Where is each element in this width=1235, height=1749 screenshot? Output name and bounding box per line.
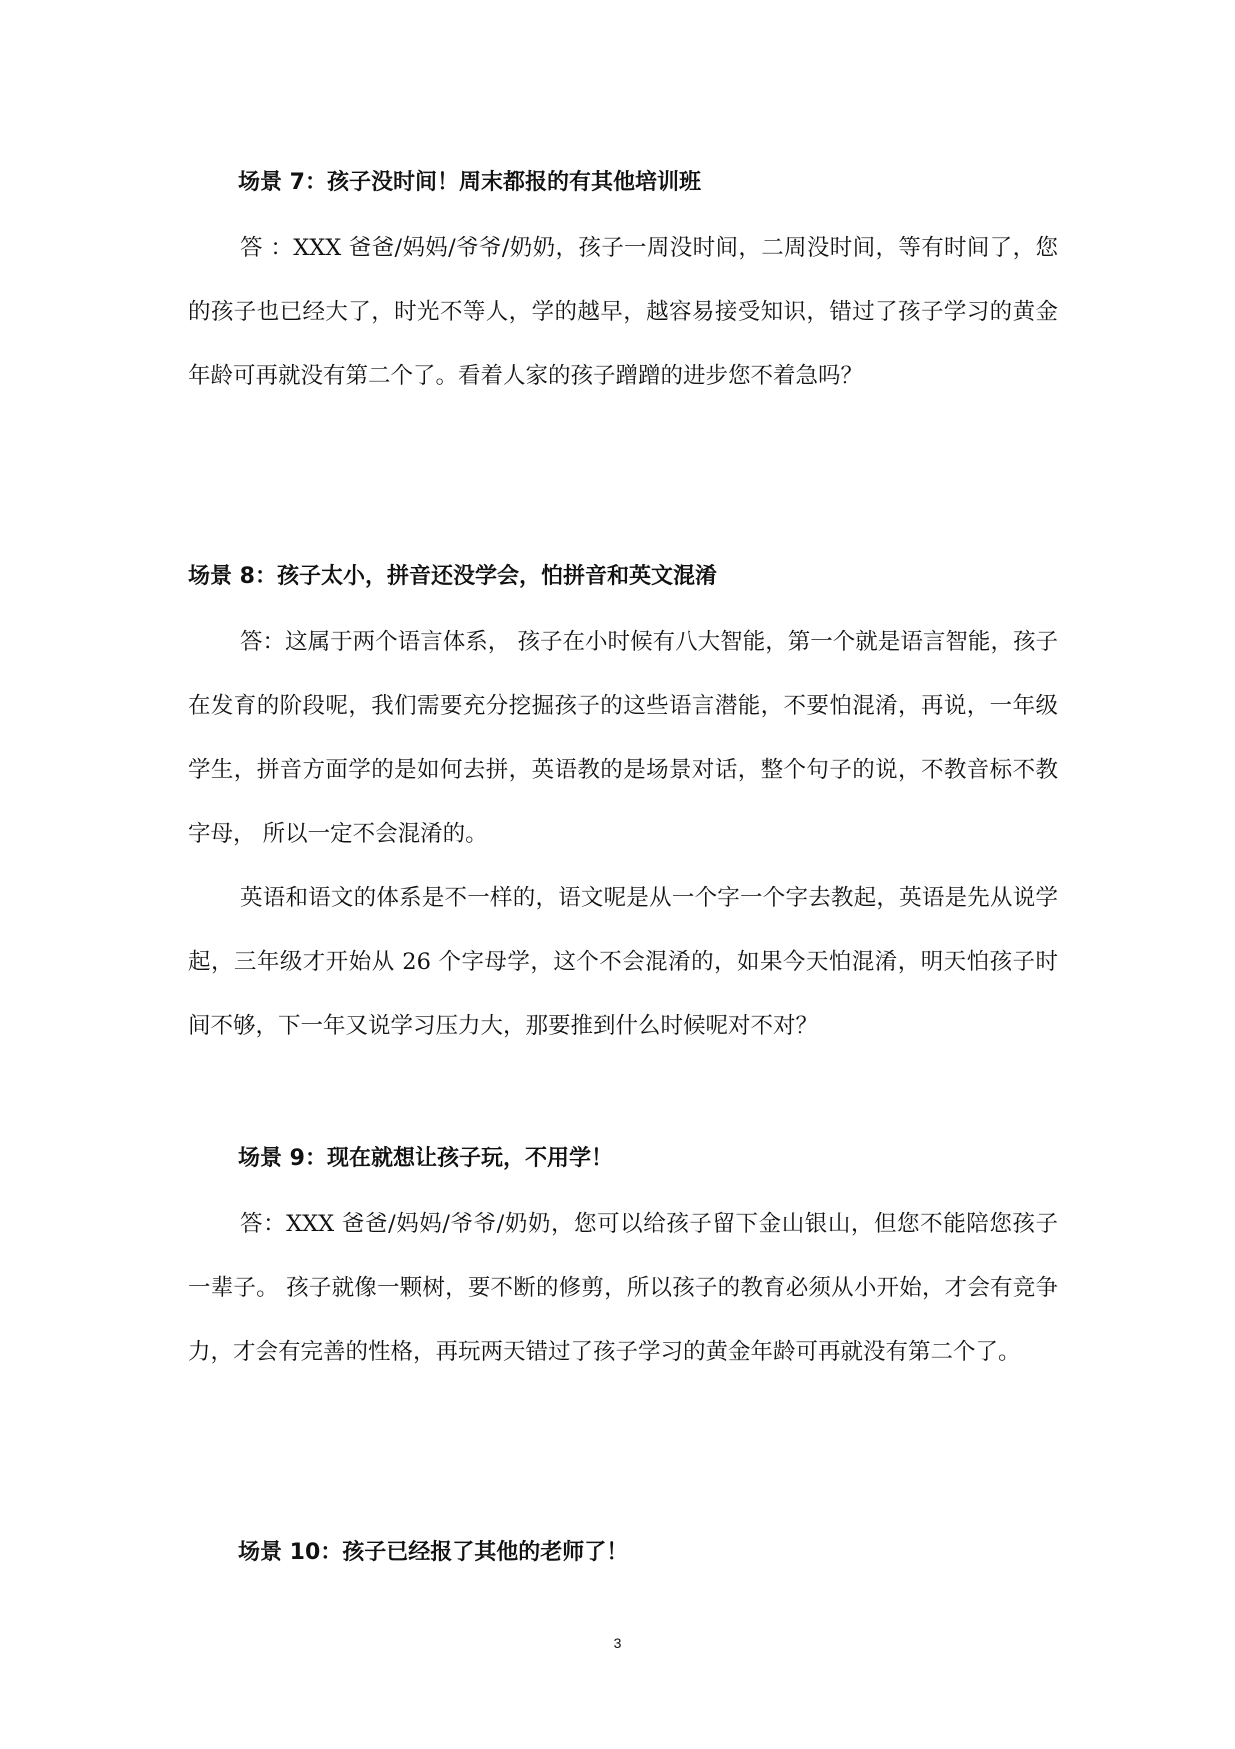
- section-8-heading: 场景 8：孩子太小，拼音还没学会，怕拼音和英文混淆: [188, 564, 717, 589]
- section-10-heading: 场景 10：孩子已经报了其他的老师了！: [238, 1540, 629, 1565]
- section-7-heading: 场景 7：孩子没时间！周末都报的有其他培训班: [238, 170, 701, 195]
- page-number: 3: [613, 1635, 622, 1651]
- section-7-answer: 答 ：XXX 爸爸/妈妈/爷爷/奶奶，孩子一周没时间，二周没时间，等有时间了，您的孩子也已经大了，时光不等人，学的越早，越容易接受知识，错过了孩子学习的黄金年龄可再就没有第二个了。看着人家的孩子蹭蹭的进步您不着急吗？: [188, 235, 1058, 389]
- section-9-answer: 答：XXX 爸爸/妈妈/爷爷/奶奶，您可以给孩子留下金山银山，但您不能陪您孩子一辈子。 孩子就像一颗树，要不断的修剪，所以孩子的教育必须从小开始，才会有竞争力，才会有完善的性格，再玩两天错过了孩子学习的黄金年龄可再就没有第二个了。: [188, 1211, 1058, 1365]
- section-8-answer-continued: 英语和语文的体系是不一样的，语文呢是从一个字一个字去教起，英语是先从说学起，三年级才开始从 26 个字母学，这个不会混淆的，如果今天怕混淆，明天怕孩子时间不够，下一年又说学习压力大，那要推到什么时候呢对不对？: [188, 885, 1058, 1039]
- section-8-answer: 答：这属于两个语言体系， 孩子在小时候有八大智能，第一个就是语言智能，孩子在发育的阶段呢，我们需要充分挖掘孩子的这些语言潜能，不要怕混淆，再说，一年级学生，拼音方面学的是如何去拼，英语教的是场景对话，整个句子的说，不教音标不教字母， 所以一定不会混淆的。: [188, 629, 1058, 847]
- section-9-heading: 场景 9：现在就想让孩子玩，不用学！: [238, 1146, 613, 1171]
